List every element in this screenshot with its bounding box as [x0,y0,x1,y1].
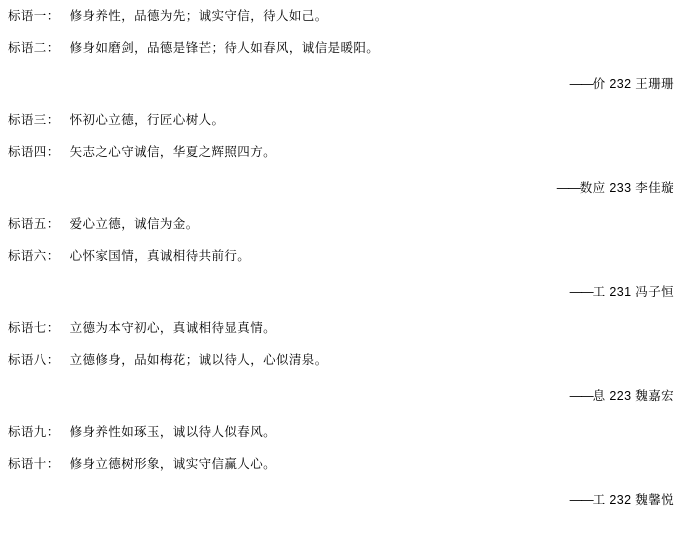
slogan-line [8,8,678,24]
spacer [8,404,678,424]
slogan-label: 标语十： [8,457,60,471]
spacer [8,196,678,216]
spacer [8,440,678,456]
attribution-dash: —— [556,181,580,195]
slogan-group [8,216,678,300]
slogan-label: 标语四： [8,145,60,159]
slogan-label: 标语六： [8,249,60,263]
slogan-line [8,352,678,368]
attribution [8,76,678,92]
slogan-line [8,456,678,472]
spacer [8,24,678,40]
slogan-label: 标语三： [8,113,60,127]
attribution [8,180,678,196]
slogan-text: 矢志之心守诚信，华夏之辉照四方。 [69,145,277,159]
slogan-line [8,112,678,128]
spacer [8,472,678,492]
spacer [8,300,678,320]
slogan-text: 修身养性如琢玉，诚以待人似春风。 [69,425,277,439]
slogan-label: 标语九： [8,425,60,439]
slogan-label: 标语五： [8,217,60,231]
spacer [8,264,678,284]
slogan-line [8,248,678,264]
slogan-label: 标语二： [8,41,60,55]
spacer [8,160,678,180]
slogan-line [8,424,678,440]
spacer [8,232,678,248]
attribution-text: 价 232 王珊珊 [592,77,674,91]
spacer [8,128,678,144]
attribution-dash: —— [569,285,593,299]
slogan-group [8,112,678,196]
slogan-group [8,320,678,404]
slogan-group [8,8,678,92]
slogan-text: 修身如磨剑，品德是锋芒；待人如春风，诚信是暖阳。 [69,41,380,55]
attribution-dash: —— [569,77,593,91]
attribution-dash: —— [569,493,593,507]
slogan-text: 立德为本守初心，真诚相待显真情。 [69,321,277,335]
slogan-text: 修身立德树形象，诚实守信赢人心。 [69,457,277,471]
slogan-text: 心怀家国情，真诚相待共前行。 [69,249,251,263]
attribution [8,388,678,404]
attribution-text: 工 232 魏馨悦 [592,493,674,507]
spacer [8,368,678,388]
attribution-text: 数应 233 李佳璇 [579,181,674,195]
slogan-text: 爱心立德，诚信为金。 [69,217,199,231]
spacer [8,56,678,76]
attribution [8,284,678,300]
attribution [8,492,678,508]
slogan-text: 修身养性，品德为先；诚实守信，待人如己。 [69,9,328,23]
spacer [8,92,678,112]
slogan-line [8,144,678,160]
slogan-label: 标语七： [8,321,60,335]
slogan-text: 怀初心立德，行匠心树人。 [69,113,225,127]
attribution-dash: —— [569,389,593,403]
slogan-line [8,320,678,336]
slogan-label: 标语八： [8,353,60,367]
spacer [8,336,678,352]
slogan-text: 立德修身，品如梅花；诚以待人，心似清泉。 [69,353,328,367]
attribution-text: 工 231 冯子恒 [592,285,674,299]
slogan-group [8,424,678,508]
slogan-label: 标语一： [8,9,60,23]
slogan-line [8,216,678,232]
attribution-text: 息 223 魏嘉宏 [592,389,674,403]
slogan-line [8,40,678,56]
